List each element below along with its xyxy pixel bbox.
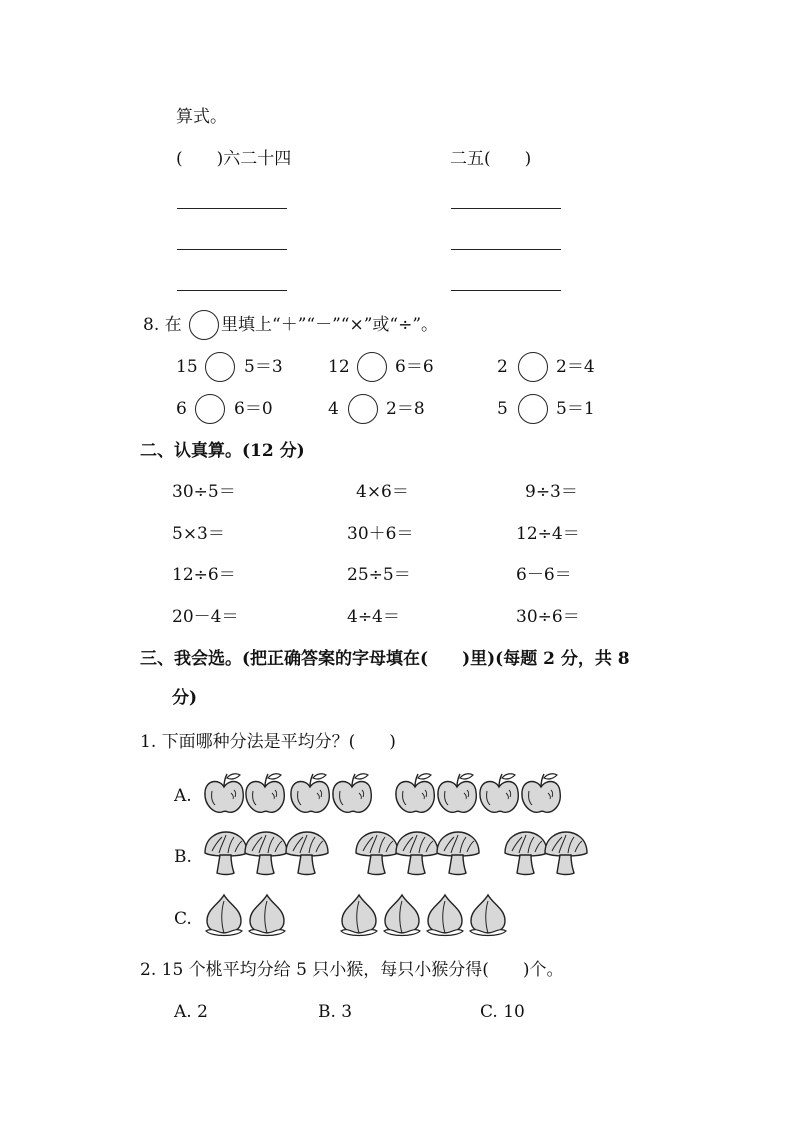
peach-icon bbox=[249, 895, 285, 936]
peach-icon bbox=[341, 895, 377, 936]
mc-q1-stem: 1. 下面哪种分法是平均分？( ) bbox=[140, 732, 396, 752]
calc-problem: 25÷5＝ bbox=[347, 565, 411, 585]
calc-problem: 12÷4＝ bbox=[516, 524, 580, 544]
mushroom-icon bbox=[286, 832, 328, 875]
q8-item-3-a: 2 bbox=[497, 357, 508, 377]
mushroom-icon bbox=[437, 832, 479, 875]
peach-icon bbox=[470, 895, 506, 936]
mc-q2-option-c[interactable]: C. 10 bbox=[480, 1002, 525, 1022]
apple-icon bbox=[333, 774, 371, 813]
q8-item-5-b: 2＝8 bbox=[386, 399, 425, 419]
section3-title-cont: 分) bbox=[172, 688, 198, 708]
q8-item-1-a: 15 bbox=[176, 357, 198, 377]
section3-title: 三、我会选。(把正确答案的字母填在( )里)(每题 2 分，共 8 bbox=[140, 649, 630, 669]
peach-icon bbox=[427, 895, 463, 936]
q7-tail: 算式。 bbox=[176, 107, 227, 127]
mc-q2-option-b[interactable]: B. 3 bbox=[318, 1002, 353, 1022]
calc-problem: 5×3＝ bbox=[172, 524, 225, 544]
q8-item-6-b: 5＝1 bbox=[556, 399, 595, 419]
q7-right-prompt: 二五( ) bbox=[450, 149, 532, 169]
q8-item-1-b: 5＝3 bbox=[244, 357, 283, 377]
peach-icon bbox=[384, 895, 420, 936]
calc-problem: 4×6＝ bbox=[356, 482, 409, 502]
mushroom-icon bbox=[245, 832, 287, 875]
calc-problem: 12÷6＝ bbox=[172, 565, 236, 585]
calc-problem: 9÷3＝ bbox=[525, 482, 578, 502]
mushroom-icon bbox=[505, 832, 547, 875]
q8-item-5-a: 4 bbox=[328, 399, 339, 419]
apple-icon bbox=[396, 774, 434, 813]
calc-problem: 20－4＝ bbox=[172, 607, 239, 627]
mushroom-icon bbox=[356, 832, 398, 875]
mushroom-icon bbox=[205, 832, 247, 875]
calc-problem: 30÷5＝ bbox=[172, 482, 236, 502]
mc-q2-option-a[interactable]: A. 2 bbox=[174, 1002, 208, 1022]
q8-item-3-b: 2＝4 bbox=[556, 357, 595, 377]
q8-item-4-a: 6 bbox=[176, 399, 187, 419]
q8-item-2-b: 6＝6 bbox=[395, 357, 434, 377]
calc-problem: 30＋6＝ bbox=[347, 524, 414, 544]
q7-left-prompt: ( )六二十四 bbox=[176, 149, 292, 169]
mushroom-icon bbox=[396, 832, 438, 875]
mushroom-icon bbox=[545, 832, 587, 875]
mc-q1-label-c: C. bbox=[174, 909, 192, 929]
apple-icon bbox=[205, 774, 243, 813]
q8-item-2-a: 12 bbox=[328, 357, 350, 377]
mc-q1-label-b: B. bbox=[174, 847, 192, 867]
mc-q2-stem: 2. 15 个桃平均分给 5 只小猴，每只小猴分得( )个。 bbox=[140, 960, 564, 980]
apple-icon bbox=[291, 774, 329, 813]
peach-icon bbox=[206, 895, 242, 936]
q8-item-6-a: 5 bbox=[497, 399, 508, 419]
q8-prefix: 8. 在 bbox=[143, 315, 182, 335]
apple-icon bbox=[480, 774, 518, 813]
q8-suffix: 里填上“＋”“－”“×”或“÷”。 bbox=[221, 315, 439, 335]
calc-problem: 30÷6＝ bbox=[516, 607, 580, 627]
section2-title: 二、认真算。(12 分) bbox=[140, 441, 305, 461]
apple-icon bbox=[522, 774, 560, 813]
q8-item-4-b: 6＝0 bbox=[234, 399, 273, 419]
calc-problem: 4÷4＝ bbox=[347, 607, 400, 627]
calc-problem: 6－6＝ bbox=[516, 565, 572, 585]
apple-icon bbox=[438, 774, 476, 813]
mc-q1-label-a: A. bbox=[174, 786, 192, 806]
apple-icon bbox=[246, 774, 284, 813]
